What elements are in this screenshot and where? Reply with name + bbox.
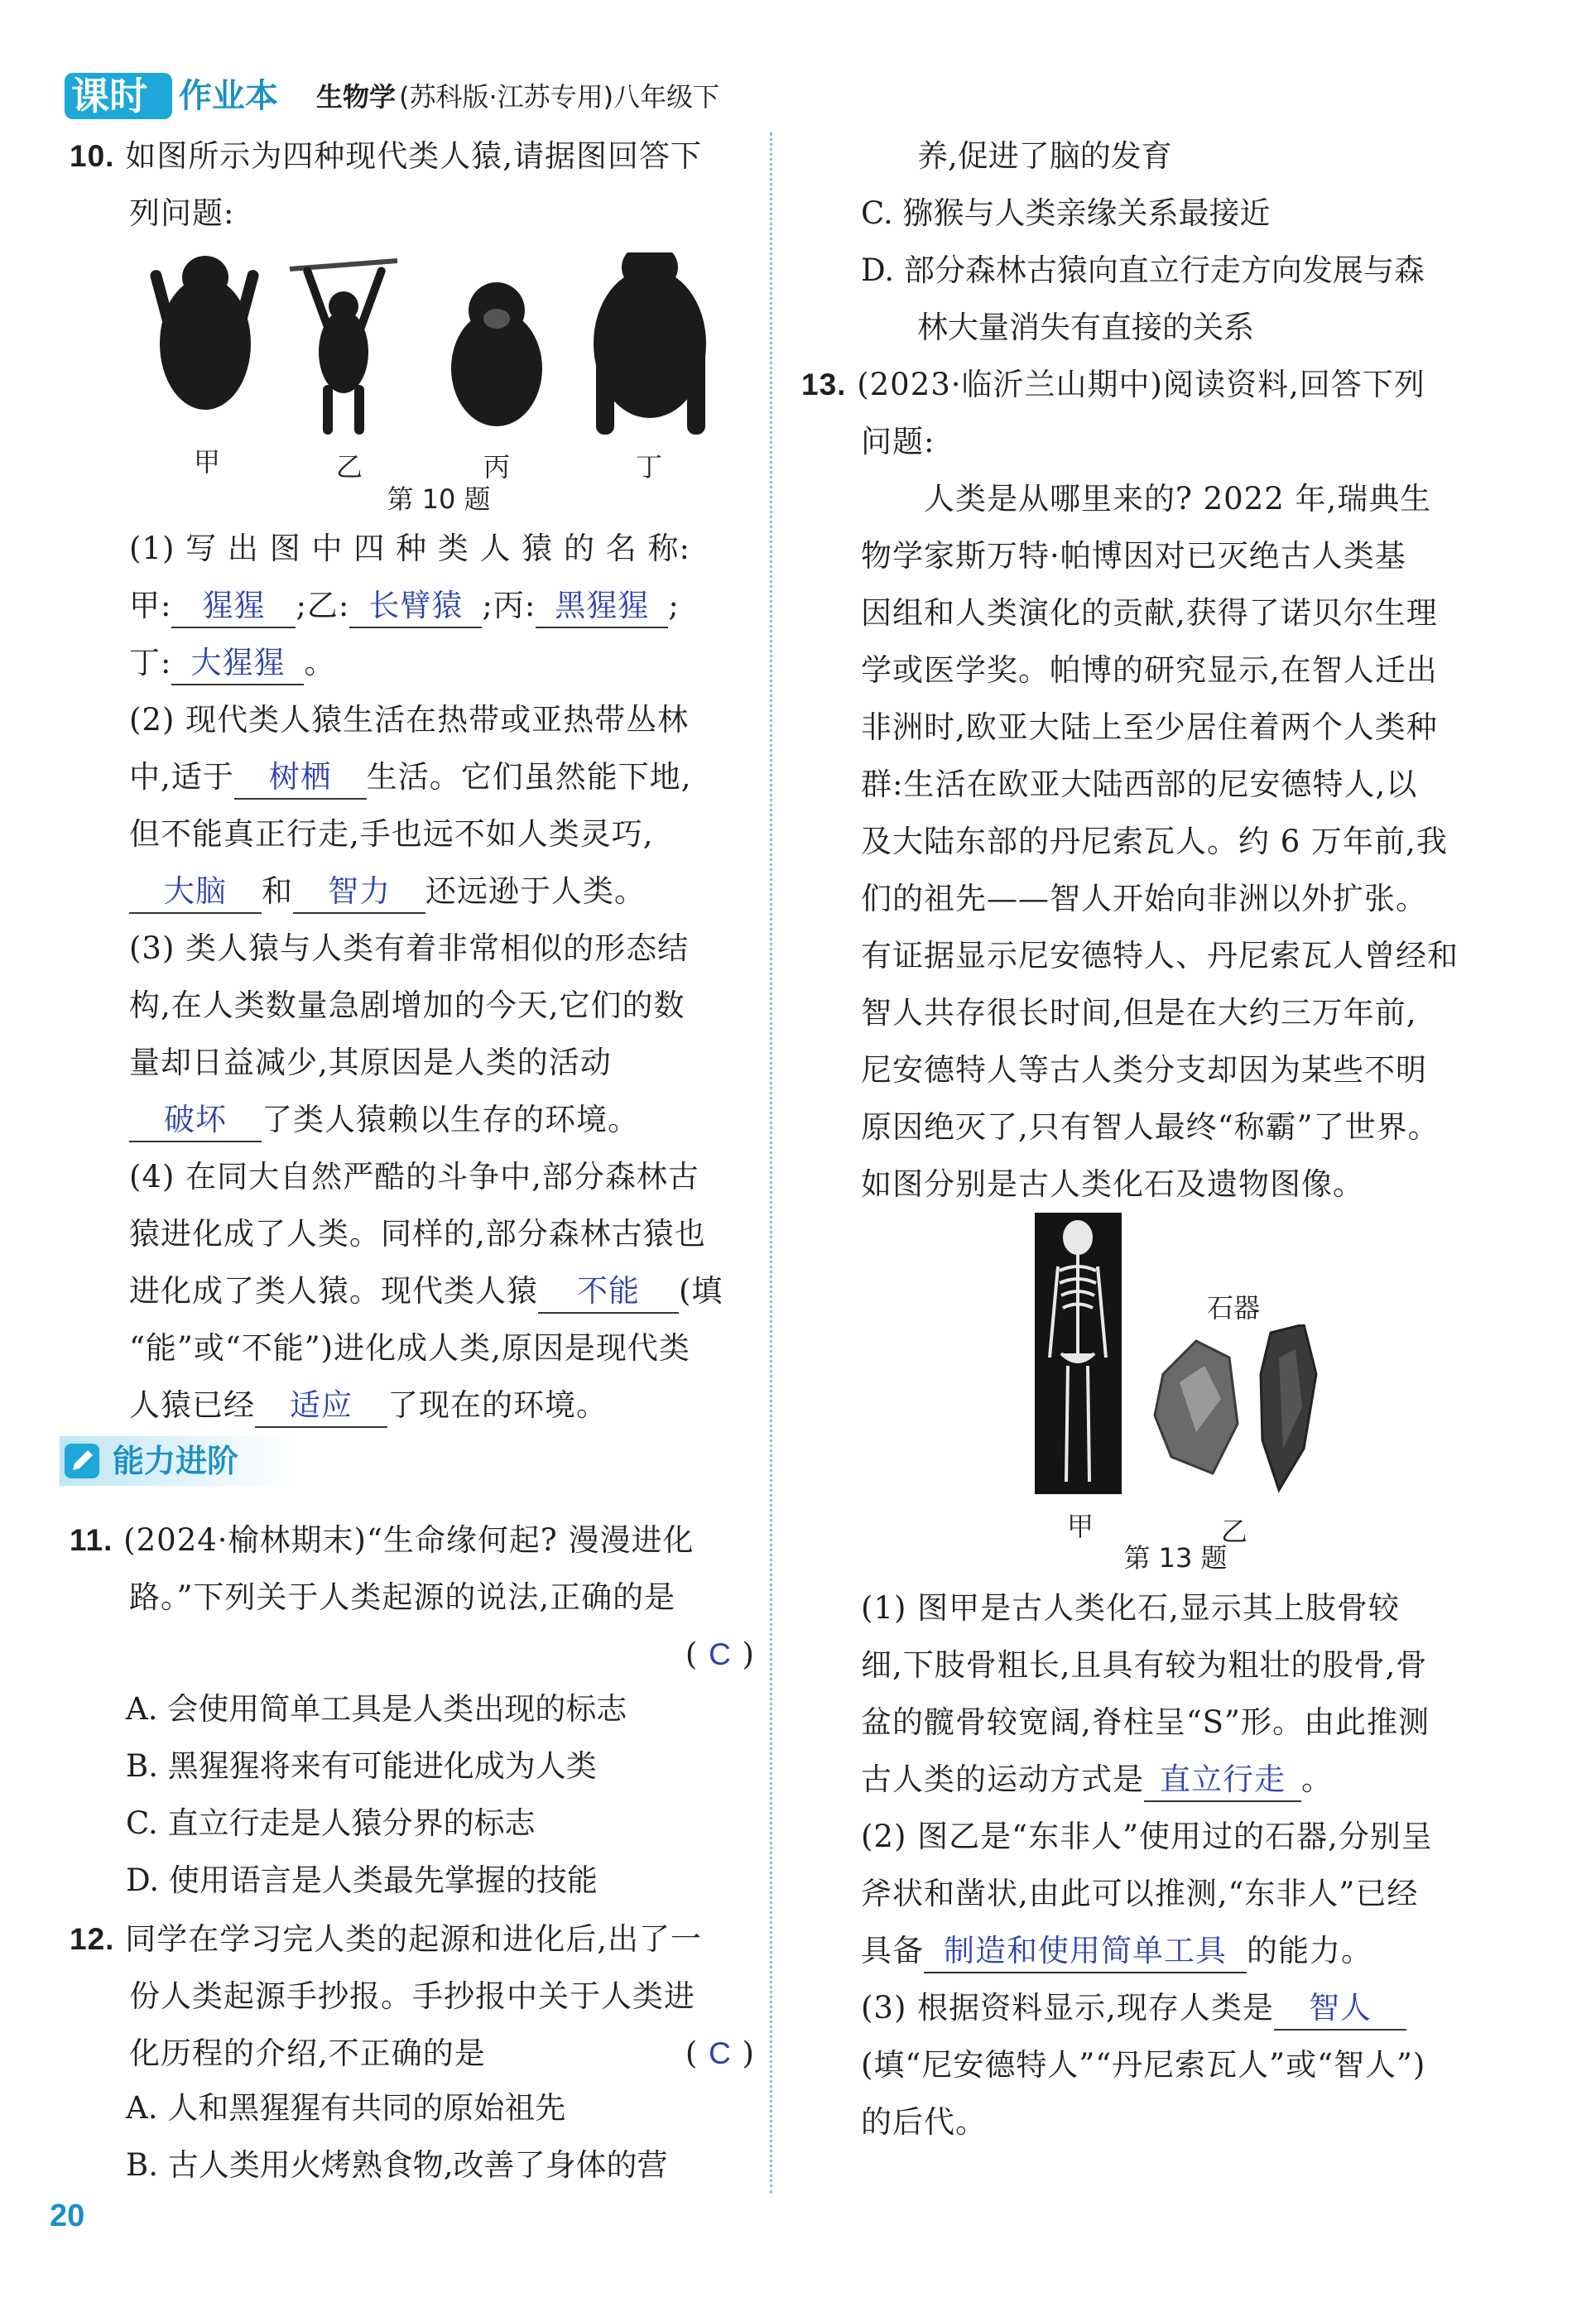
q10 [70, 127, 765, 242]
q13 [801, 356, 1571, 470]
passage-line-6: 群:生活在欧亚大陆西部的尼安德特人,以 [861, 767, 1418, 802]
answer-blank-13-3: 智人 [1274, 1987, 1406, 2031]
answer-blank-13-2: 制造和使用简单工具 [924, 1930, 1247, 1973]
q12-option-c: C. 猕猴与人类亲缘关系最接近 [861, 195, 1271, 231]
fig13-label-b: 乙 [1220, 1516, 1247, 1547]
q10-p1-label-c: ;丙: [482, 588, 536, 623]
q12-number: 12. [70, 1922, 115, 1956]
q10-p1-label-a: 甲: [129, 588, 172, 623]
answer-blank-b: 长臂猿 [349, 585, 482, 628]
q10-p1-line1: (1) 写 出 图 中 四 种 类 人 猿 的 名 称: [129, 531, 691, 566]
q10-p1-period: 。 [304, 645, 336, 680]
fig10-label-d: 丁 [635, 451, 662, 483]
skeleton-image [1035, 1213, 1122, 1494]
q12-stem-2: 份人类起源手抄报。手抄报中关于人类进 [129, 1978, 695, 2014]
q10-p4-line2: 猿进化成了人类。同样的,部分森林古猿也 [129, 1216, 706, 1252]
column-divider [770, 132, 772, 2194]
q10-p2-text-b: 生活。它们虽然能下地, [366, 759, 692, 795]
q13-p1-line1: (1) 图甲是古人类化石,显示其上肢骨较 [861, 1590, 1400, 1626]
q12-options-right [861, 127, 1565, 356]
q10-p1-semicolon: ; [668, 588, 680, 623]
q11-answer: C [709, 1637, 732, 1671]
edition-title: (苏科版·江苏专用)八年级下 [399, 81, 720, 113]
q11-number: 11. [70, 1523, 113, 1557]
passage-line-10: 智人共存很长时间,但是在大约三万年前, [861, 995, 1417, 1031]
q10-figure-caption: 第 10 题 [387, 483, 491, 515]
q11-options [126, 1680, 763, 1909]
answer-blank-j: 适应 [255, 1385, 387, 1428]
passage-line-12: 原因绝灭了,只有智人最终“称霸”了世界。 [861, 1109, 1440, 1145]
passage-line-9: 有证据显示尼安德特人、丹尼索瓦人曾经和 [861, 938, 1459, 973]
q10-p3-line1: (3) 类人猿与人类有着非常相似的形态结 [129, 930, 690, 966]
q10-p2-text-a: 中,适于 [129, 759, 234, 795]
passage-line-1: 人类是从哪里来的? 2022 年,瑞典生 [924, 481, 1432, 517]
q11-option-c: C. 直立行走是人猿分界的标志 [126, 1805, 536, 1841]
q10-number: 10. [70, 139, 115, 173]
passage-line-8: 们的祖先——智人开始向非洲以外扩张。 [861, 881, 1427, 916]
answer-blank-i: 不能 [538, 1271, 679, 1314]
section-banner [60, 1436, 291, 1486]
q10-p4-text-d: 了现在的环境。 [387, 1387, 608, 1423]
q10-p4-text-a: 进化成了类人猿。现代类人猿 [129, 1273, 538, 1309]
q11-option-b: B. 黑猩猩将来有可能进化成为人类 [126, 1748, 597, 1784]
q13-p1-text-a: 古人类的运动方式是 [861, 1761, 1144, 1797]
q10-stem-2: 列问题: [129, 195, 235, 231]
q13-p1-line2: 细,下肢骨粗长,且具有较为粗壮的股骨,骨 [861, 1647, 1428, 1683]
q10-parts [129, 520, 767, 1434]
skeleton-icon [1035, 1213, 1122, 1494]
q12-answer-bracket: ( C ) [685, 2035, 755, 2071]
q11-stem-1: (2024·榆林期末)“生命缘何起? 漫漫进化 [123, 1522, 695, 1558]
q12-option-d-2: 林大量消失有直接的关系 [917, 310, 1254, 345]
q10-p3-line2: 构,在人类数量急剧增加的今天,它们的数 [129, 988, 685, 1023]
q13-p2-text-a: 具备 [861, 1933, 924, 1968]
q12-answer: C [709, 2036, 732, 2070]
fig10-label-c: 丙 [483, 451, 510, 483]
q13-p2-text-b: 的能力。 [1247, 1933, 1372, 1968]
q10-p4-text-c: 人猿已经 [129, 1387, 255, 1423]
stone-tool-label: 石器 [1206, 1292, 1260, 1324]
q10-p4-line1: (4) 在同大自然严酷的斗争中,部分森林古 [129, 1159, 699, 1194]
fig13-caption: 第 13 题 [1123, 1542, 1228, 1574]
passage-line-5: 非洲时,欧亚大陆上至少居住着两个人类种 [861, 709, 1438, 745]
q10-p1-label-d: 丁: [129, 645, 172, 680]
q13-stem-1: (2023·临沂兰山期中)阅读资料,回答下列 [857, 367, 1425, 402]
passage-line-4: 学或医学奖。帕博的研究显示,在智人迁出 [861, 652, 1438, 688]
q12-option-b-1: B. 古人类用火烤熟食物,改善了身体的营 [126, 2147, 668, 2183]
passage-line-7: 及大陆东部的丹尼索瓦人。约 6 万年前,我 [861, 824, 1448, 859]
q13-passage [861, 470, 1573, 1213]
apes-illustration [149, 252, 728, 443]
q10-p2-and: 和 [262, 873, 293, 909]
passage-line-13: 如图分别是古人类化石及遗物图像。 [861, 1166, 1364, 1202]
answer-blank-e: 树栖 [234, 757, 367, 800]
q12-option-a: A. 人和黑猩猩有共同的原始祖先 [126, 2090, 566, 2126]
q12-stem-3: 化历程的介绍,不正确的是 [129, 2035, 486, 2071]
q10-stem-1: 如图所示为四种现代类人猿,请据图回答下 [125, 138, 702, 174]
q11-option-a: A. 会使用简单工具是人类出现的标志 [126, 1691, 627, 1727]
logo-text-a: 课时 [71, 74, 147, 118]
q11-option-d: D. 使用语言是人类最先掌握的技能 [126, 1862, 598, 1898]
answer-blank-c: 黑猩猩 [536, 585, 668, 628]
q10-p2-line1: (2) 现代类人猿生活在热带或亚热带丛林 [129, 702, 690, 738]
q12 [70, 1910, 765, 2082]
fig10-label-a: 甲 [193, 446, 220, 478]
answer-blank-a: 猩猩 [171, 585, 296, 628]
q10-p2-line3: 但不能真正行走,手也远不如人类灵巧, [129, 816, 654, 852]
passage-line-11: 尼安德特人等古人类分支却因为某些不明 [861, 1052, 1427, 1088]
q10-p2-text-d: 还远逊于人类。 [425, 873, 646, 909]
answer-blank-g: 智力 [293, 871, 425, 914]
q12-options-left [126, 2079, 763, 2194]
q13-figure [1035, 1213, 1366, 1577]
q13-number: 13. [801, 368, 847, 401]
answer-blank-h: 破坏 [129, 1099, 262, 1142]
pencil-icon [63, 1442, 101, 1480]
q11 [70, 1512, 765, 1683]
q13-parts [861, 1579, 1573, 2151]
passage-line-3: 因组和人类演化的贡献,获得了诺贝尔生理 [861, 595, 1438, 631]
fig13-label-a: 甲 [1066, 1511, 1094, 1542]
page-number: 20 [50, 2199, 85, 2233]
q10-figure [149, 252, 728, 483]
q13-p3-line2: (填“尼安德特人”“丹尼索瓦人”或“智人”) [861, 2047, 1426, 2083]
header [65, 68, 810, 126]
section-title: 能力进阶 [113, 1443, 239, 1479]
q12-option-d-1: D. 部分森林古猿向直立行走方向发展与森 [861, 252, 1425, 288]
q11-stem-2: 路。”下列关于人类起源的说法,正确的是 [129, 1579, 676, 1615]
q13-p2-line1: (2) 图乙是“东非人”使用过的石器,分别呈 [861, 1819, 1433, 1854]
subject-title: 生物学 [316, 81, 397, 113]
q10-p4-text-b: (填 [679, 1273, 723, 1309]
q12-option-b-2: 养,促进了脑的发育 [917, 138, 1172, 174]
q13-p1-line3: 盆的髋骨较宽阔,脊柱呈“S”形。由此推测 [861, 1704, 1430, 1740]
logo-text-b: 作业本 [179, 77, 278, 115]
q10-p3-line3: 量却日益减少,其原因是人类的活动 [129, 1045, 612, 1080]
answer-blank-f: 大脑 [129, 871, 262, 914]
q13-p1-period: 。 [1301, 1761, 1333, 1797]
q13-p2-line2: 斧状和凿状,由此可以推测,“东非人”已经 [861, 1876, 1419, 1911]
stone-tools-image [1147, 1324, 1345, 1507]
answer-blank-d: 大猩猩 [171, 642, 304, 685]
q10-p4-line4: “能”或“不能”)进化成人类,原因是现代类 [129, 1330, 690, 1366]
q10-p1-label-b: ;乙: [296, 588, 350, 623]
fig10-label-b: 乙 [335, 451, 363, 483]
passage-line-2: 物学家斯万特·帕博因对已灭绝古人类基 [861, 538, 1406, 574]
q11-answer-bracket: ( C ) [685, 1637, 755, 1672]
q13-p3-line3: 的后代。 [861, 2104, 987, 2140]
q12-stem-1: 同学在学习完人类的起源和进化后,出了一 [125, 1921, 702, 1957]
q13-stem-2: 问题: [861, 424, 935, 459]
answer-blank-13-1: 直立行走 [1144, 1759, 1301, 1802]
q13-p3-text-a: (3) 根据资料显示,现存人类是 [861, 1990, 1274, 2026]
q10-p3-text-a: 了类人猿赖以生存的环境。 [262, 1102, 639, 1137]
